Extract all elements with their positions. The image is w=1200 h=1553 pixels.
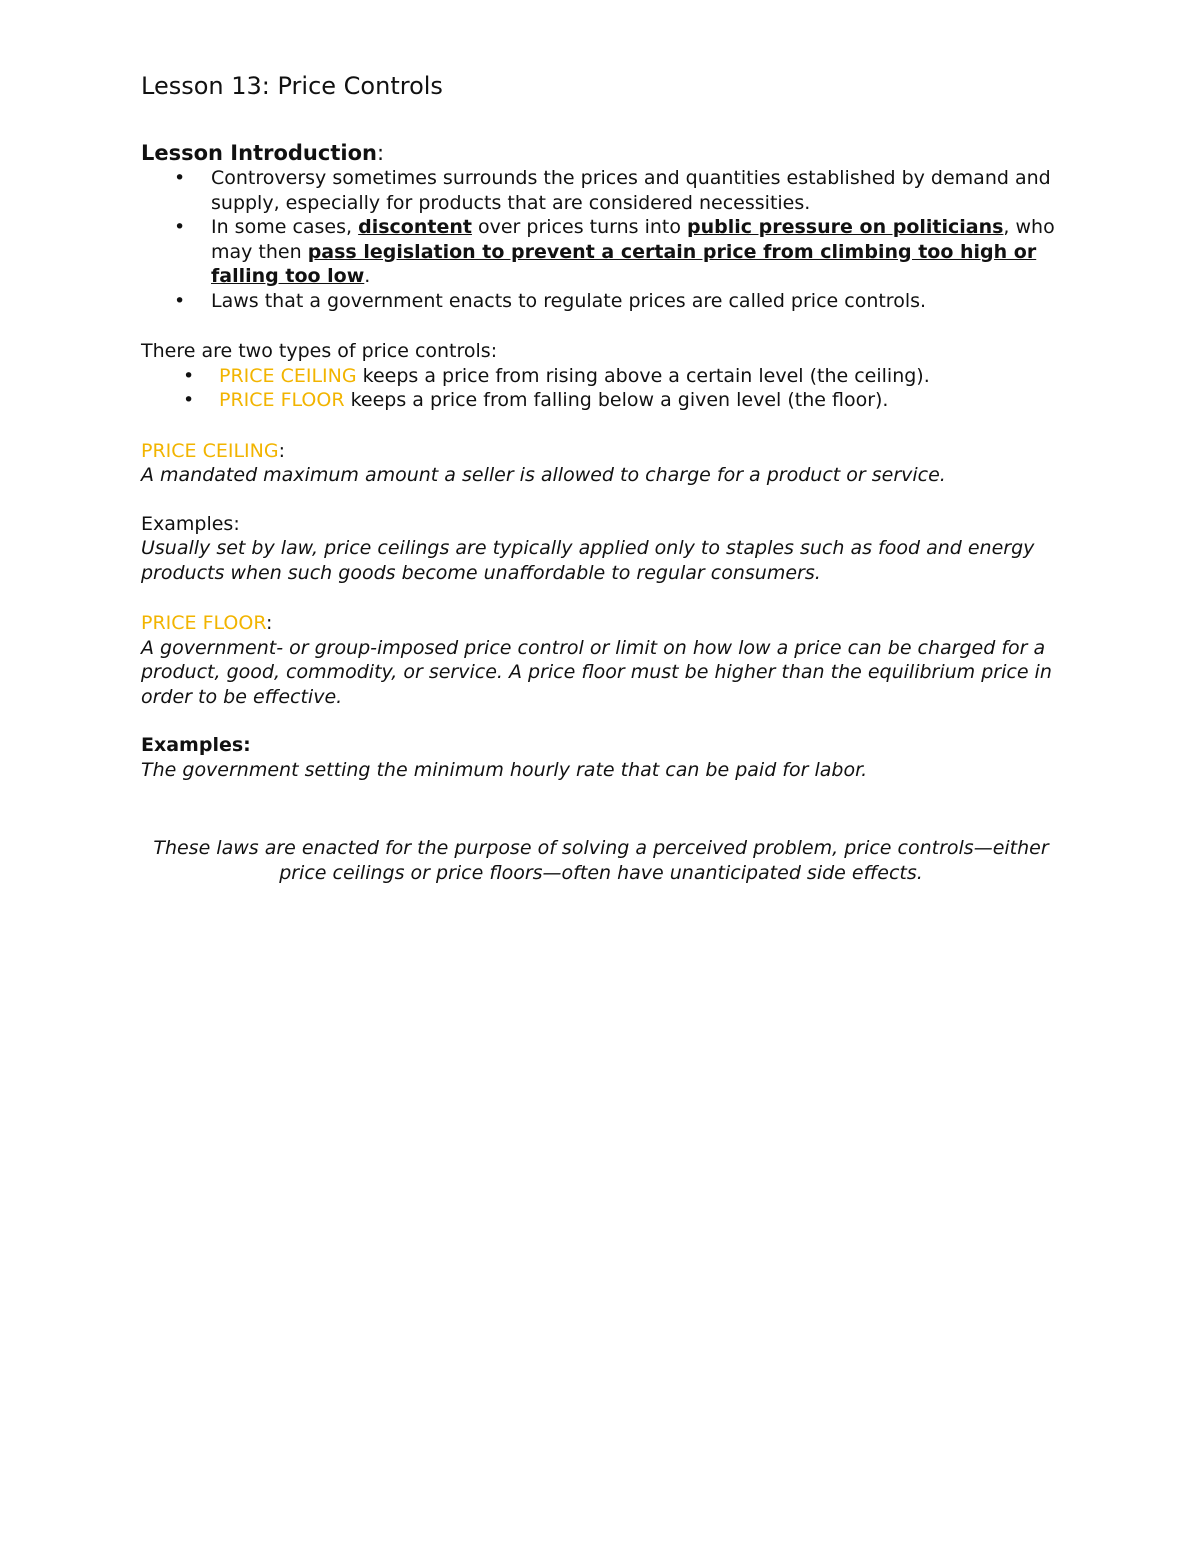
list-item bbox=[141, 166, 1061, 215]
price-ceiling-summary: keeps a price from rising above a certain level (the ceiling). bbox=[356, 364, 930, 387]
price-floor-heading-text: PRICE FLOOR bbox=[141, 612, 266, 634]
closing-note: These laws are enacted for the purpose of solving a perceived problem, price controls—either price ceilings or price floors—often have unanticipated side effects. bbox=[153, 837, 1049, 884]
price-floor-summary: keeps a price from falling below a given level (the floor). bbox=[344, 389, 889, 411]
types-lead: There are two types of price controls: bbox=[141, 340, 498, 362]
types-bullet-list bbox=[141, 364, 1061, 413]
bullet-icon: • bbox=[183, 389, 195, 411]
price-ceiling-examples-label: Examples: bbox=[141, 512, 240, 535]
bullet-icon: • bbox=[174, 289, 186, 312]
intro-heading bbox=[141, 140, 1061, 166]
intro-heading-colon: : bbox=[376, 141, 385, 165]
price-floor-heading bbox=[141, 611, 1061, 636]
emphasis-pass-legislation: pass legislation to prevent a certain price from climbing too high or falling too low bbox=[211, 240, 1037, 287]
price-floor-definition: A government- or group-imposed price control or limit on how low a price can be charged for a product, good, commodity, or service. A price floor must be higher than the equilibrium price in order to be effective. bbox=[141, 636, 1052, 708]
price-ceiling-heading-text: PRICE CEILING bbox=[141, 439, 279, 462]
price-ceiling-term: PRICE CEILING bbox=[219, 364, 357, 387]
intro-bullet-list bbox=[141, 166, 1061, 313]
price-ceiling-definition: A mandated maximum amount a seller is allowed to charge for a product or service. bbox=[141, 464, 946, 486]
emphasis-public-pressure: public pressure on politicians bbox=[687, 216, 1004, 238]
document-page bbox=[141, 70, 1061, 885]
price-floor-examples-text: The government setting the minimum hourly rate that can be paid for labor. bbox=[141, 758, 868, 781]
price-ceiling-heading-colon: : bbox=[278, 439, 285, 462]
list-item bbox=[141, 364, 1061, 389]
price-ceiling-examples-text: Usually set by law, price ceilings are typically applied only to staples such as food and energy products when such goods become unaffordable to regular consumers. bbox=[141, 537, 1035, 584]
list-item bbox=[141, 388, 1061, 413]
intro-bullet-text: Controversy sometimes surrounds the prices and quantities established by demand and supply, especially for products that are considered necessities. bbox=[211, 167, 1051, 214]
bullet-icon: • bbox=[174, 216, 186, 238]
price-ceiling-heading bbox=[141, 439, 1061, 464]
emphasis-discontent: discontent bbox=[358, 216, 472, 238]
price-floor-term: PRICE FLOOR bbox=[219, 389, 345, 411]
list-item bbox=[141, 215, 1061, 289]
bullet-icon: • bbox=[174, 167, 186, 189]
intro-bullet-text-part: , who may then bbox=[211, 216, 1055, 263]
bullet-icon: • bbox=[183, 364, 195, 387]
document-title: Lesson 13: Price Controls bbox=[141, 72, 443, 100]
price-floor-examples-label: Examples: bbox=[141, 734, 251, 756]
price-floor-heading-colon: : bbox=[265, 612, 273, 634]
list-item bbox=[141, 289, 1061, 314]
intro-heading-text: Lesson Introduction bbox=[141, 141, 377, 165]
intro-bullet-text-part: In some cases, bbox=[211, 216, 359, 238]
intro-bullet-text: Laws that a government enacts to regulate prices are called price controls. bbox=[211, 289, 927, 312]
intro-bullet-text-part: over prices turns into bbox=[471, 216, 688, 238]
intro-bullet-text-part: . bbox=[364, 265, 371, 287]
